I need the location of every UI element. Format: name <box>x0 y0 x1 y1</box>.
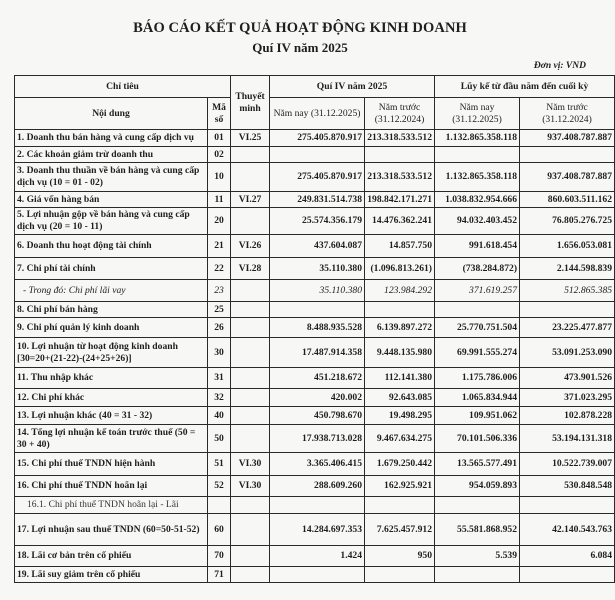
value-q-prior: 9.467.634.275 <box>365 425 435 453</box>
row-label: 12. Chi phí khác <box>15 389 208 407</box>
value-ytd-prior: 512.865.385 <box>520 280 615 302</box>
table-row <box>15 389 615 407</box>
value-ytd-prior: 23.225.477.877 <box>520 318 615 338</box>
row-note <box>231 497 270 514</box>
row-code: 70 <box>208 546 231 567</box>
table-row <box>15 147 615 163</box>
row-note <box>231 280 270 302</box>
value-q-prior: 112.141.380 <box>365 368 435 389</box>
value-ytd-current: 55.581.868.952 <box>435 514 520 546</box>
row-note <box>231 318 270 338</box>
value-q-current <box>270 567 365 583</box>
value-ytd-prior: 937.408.787.887 <box>520 130 615 147</box>
value-ytd-prior: 860.603.511.162 <box>520 192 615 208</box>
row-label: 13. Lợi nhuận khác (40 = 31 - 32) <box>15 407 208 425</box>
row-label: 2. Các khoản giảm trừ doanh thu <box>15 147 208 163</box>
value-ytd-prior: 473.901.526 <box>520 368 615 389</box>
row-note <box>231 147 270 163</box>
value-ytd-prior: 102.878.228 <box>520 407 615 425</box>
value-q-current: 437.604.087 <box>270 235 365 258</box>
value-ytd-current: 1.038.832.954.666 <box>435 192 520 208</box>
row-note: VI.27 <box>231 192 270 208</box>
value-q-current: 35.110.380 <box>270 280 365 302</box>
row-note <box>231 389 270 407</box>
row-label: 9. Chi phí quản lý kinh doanh <box>15 318 208 338</box>
row-code: 52 <box>208 476 231 497</box>
value-ytd-prior: 371.023.295 <box>520 389 615 407</box>
value-ytd-current: 1.132.865.358.118 <box>435 130 520 147</box>
row-code: 30 <box>208 338 231 368</box>
value-ytd-prior: 76.805.276.725 <box>520 208 615 235</box>
value-ytd-current: 371.619.257 <box>435 280 520 302</box>
table-row <box>15 130 615 147</box>
report-period: Quí IV năm 2025 <box>252 40 348 55</box>
row-note <box>231 546 270 567</box>
value-ytd-prior: 6.084 <box>520 546 615 567</box>
value-q-current: 8.488.935.528 <box>270 318 365 338</box>
table-row <box>15 368 615 389</box>
row-label: - Trong đó: Chi phí lãi vay <box>15 280 208 302</box>
value-q-prior: 213.318.533.512 <box>365 130 435 147</box>
row-code: 60 <box>208 514 231 546</box>
row-note: VI.26 <box>231 235 270 258</box>
row-code: 22 <box>208 258 231 280</box>
header-ytd-prior: Năm trước (31.12.2024) <box>520 98 615 130</box>
report-title: BÁO CÁO KẾT QUẢ HOẠT ĐỘNG KINH DOANH <box>133 20 467 36</box>
value-q-prior <box>365 567 435 583</box>
row-note: VI.30 <box>231 453 270 476</box>
row-note: VI.30 <box>231 476 270 497</box>
value-ytd-current: 1.132.865.358.118 <box>435 163 520 192</box>
row-label: 14. Tổng lợi nhuận kế toán trước thuế (50 = 30 + 40) <box>15 425 208 453</box>
row-note <box>231 163 270 192</box>
table-row <box>15 302 615 318</box>
row-note <box>231 514 270 546</box>
table-row <box>15 208 615 235</box>
value-q-current: 35.110.380 <box>270 258 365 280</box>
value-ytd-prior: 530.848.548 <box>520 476 615 497</box>
row-note <box>231 407 270 425</box>
row-code: 25 <box>208 302 231 318</box>
table-row <box>15 318 615 338</box>
value-ytd-current: 1.175.786.006 <box>435 368 520 389</box>
header-ytd-current: Năm nay (31.12.2025) <box>435 98 520 130</box>
row-code: 11 <box>208 192 231 208</box>
row-label: 15. Chi phí thuế TNDN hiện hành <box>15 453 208 476</box>
value-q-current <box>270 497 365 514</box>
table-row <box>15 163 615 192</box>
value-ytd-current: 109.951.062 <box>435 407 520 425</box>
row-code: 01 <box>208 130 231 147</box>
value-q-current: 17.938.713.028 <box>270 425 365 453</box>
row-label: 19. Lãi suy giảm trên cổ phiếu <box>15 567 208 583</box>
value-ytd-prior: 1.656.053.081 <box>520 235 615 258</box>
value-q-prior: 213.318.533.512 <box>365 163 435 192</box>
header-q-prior: Năm trước (31.12.2024) <box>365 98 435 130</box>
value-q-prior: 19.498.295 <box>365 407 435 425</box>
value-q-current <box>270 302 365 318</box>
value-q-prior: 6.139.897.272 <box>365 318 435 338</box>
value-ytd-current: 70.101.506.336 <box>435 425 520 453</box>
row-label: 10. Lợi nhuận từ hoạt động kinh doanh [30=20+(21-22)-(24+25+26)] <box>15 338 208 368</box>
value-q-prior: 7.625.457.912 <box>365 514 435 546</box>
row-code: 31 <box>208 368 231 389</box>
header-noi-dung: Nội dung <box>15 98 208 130</box>
value-ytd-prior <box>520 147 615 163</box>
row-note <box>231 567 270 583</box>
value-ytd-current: 5.539 <box>435 546 520 567</box>
value-ytd-current: 25.770.751.504 <box>435 318 520 338</box>
table-row <box>15 497 615 514</box>
header-ma-so: Mã số <box>208 98 231 130</box>
value-ytd-current <box>435 497 520 514</box>
value-q-current: 249.831.514.738 <box>270 192 365 208</box>
row-label: 1. Doanh thu bán hàng và cung cấp dịch vụ <box>15 130 208 147</box>
value-q-current: 275.405.870.917 <box>270 163 365 192</box>
row-label: 8. Chi phí bán hàng <box>15 302 208 318</box>
value-q-prior: (1.096.813.261) <box>365 258 435 280</box>
value-q-current: 288.609.260 <box>270 476 365 497</box>
header-quarter-group: Quí IV năm 2025 <box>270 76 435 98</box>
value-ytd-current: 991.618.454 <box>435 235 520 258</box>
value-ytd-current: 13.565.577.491 <box>435 453 520 476</box>
value-ytd-prior: 42.140.543.763 <box>520 514 615 546</box>
value-q-prior: 950 <box>365 546 435 567</box>
value-q-current: 17.487.914.358 <box>270 338 365 368</box>
currency-unit: Đơn vị: VND <box>533 61 586 71</box>
value-ytd-prior: 53.194.131.318 <box>520 425 615 453</box>
value-q-current <box>270 147 365 163</box>
header-ytd-group: Lũy kế từ đầu năm đến cuối kỳ <box>435 76 615 98</box>
row-label: 5. Lợi nhuận gộp về bán hàng và cung cấp dịch vụ (20 = 10 - 11) <box>15 208 208 235</box>
value-q-current: 25.574.356.179 <box>270 208 365 235</box>
row-code: 40 <box>208 407 231 425</box>
value-ytd-prior: 937.408.787.887 <box>520 163 615 192</box>
row-label: 16. Chi phí thuế TNDN hoãn lại <box>15 476 208 497</box>
value-q-prior: 198.842.171.271 <box>365 192 435 208</box>
row-code: 10 <box>208 163 231 192</box>
value-ytd-prior: 10.522.739.007 <box>520 453 615 476</box>
row-code: 51 <box>208 453 231 476</box>
value-q-prior: 92.643.085 <box>365 389 435 407</box>
value-q-prior: 123.984.292 <box>365 280 435 302</box>
row-code: 02 <box>208 147 231 163</box>
value-q-prior: 14.857.750 <box>365 235 435 258</box>
row-note <box>231 338 270 368</box>
value-ytd-prior: 53.091.253.090 <box>520 338 615 368</box>
value-q-prior: 9.448.135.980 <box>365 338 435 368</box>
value-q-prior <box>365 147 435 163</box>
table-row <box>15 407 615 425</box>
table-row <box>15 453 615 476</box>
row-label: 17. Lợi nhuận sau thuế TNDN (60=50-51-52) <box>15 514 208 546</box>
value-ytd-current <box>435 302 520 318</box>
row-code <box>208 497 231 514</box>
income-statement-table <box>14 75 615 583</box>
table-row <box>15 192 615 208</box>
table-row <box>15 514 615 546</box>
row-label: 4. Giá vốn hàng bán <box>15 192 208 208</box>
value-ytd-current: 94.032.403.452 <box>435 208 520 235</box>
value-ytd-current <box>435 567 520 583</box>
table-row <box>15 235 615 258</box>
row-code: 50 <box>208 425 231 453</box>
table-row <box>15 258 615 280</box>
row-code: 26 <box>208 318 231 338</box>
table-row <box>15 546 615 567</box>
row-note: VI.28 <box>231 258 270 280</box>
value-q-current: 14.284.697.353 <box>270 514 365 546</box>
table-row <box>15 567 615 583</box>
header-q-current: Năm nay (31.12.2025) <box>270 98 365 130</box>
header-chi-tieu: Chỉ tiêu <box>15 76 231 98</box>
value-ytd-current: 1.065.834.944 <box>435 389 520 407</box>
value-q-prior <box>365 302 435 318</box>
value-q-prior: 1.679.250.442 <box>365 453 435 476</box>
row-code: 20 <box>208 208 231 235</box>
value-q-current: 420.002 <box>270 389 365 407</box>
value-ytd-prior <box>520 302 615 318</box>
table-row <box>15 280 615 302</box>
table-row <box>15 338 615 368</box>
row-label: 6. Doanh thu hoạt động tài chính <box>15 235 208 258</box>
table-body <box>15 130 615 583</box>
value-q-current: 3.365.406.415 <box>270 453 365 476</box>
row-note <box>231 425 270 453</box>
value-q-current: 1.424 <box>270 546 365 567</box>
header-thuyet-minh: Thuyết minh <box>231 76 270 130</box>
value-ytd-prior: 2.144.598.839 <box>520 258 615 280</box>
row-code: 32 <box>208 389 231 407</box>
row-note <box>231 302 270 318</box>
row-note <box>231 208 270 235</box>
value-ytd-current: 69.991.555.274 <box>435 338 520 368</box>
row-note <box>231 368 270 389</box>
row-code: 71 <box>208 567 231 583</box>
value-q-prior: 162.925.921 <box>365 476 435 497</box>
row-note: VI.25 <box>231 130 270 147</box>
value-q-prior: 14.476.362.241 <box>365 208 435 235</box>
table-row <box>15 476 615 497</box>
row-code: 23 <box>208 280 231 302</box>
table-row <box>15 425 615 453</box>
value-ytd-current: (738.284.872) <box>435 258 520 280</box>
value-q-current: 275.405.870.917 <box>270 130 365 147</box>
row-label: 3. Doanh thu thuần về bán hàng và cung cấp dịch vụ (10 = 01 - 02) <box>15 163 208 192</box>
row-label: 16.1. Chi phí thuế TNDN hoãn lại - Lãi <box>15 497 208 514</box>
value-ytd-prior <box>520 497 615 514</box>
value-q-current: 451.218.672 <box>270 368 365 389</box>
value-q-prior <box>365 497 435 514</box>
row-code: 21 <box>208 235 231 258</box>
value-ytd-current <box>435 147 520 163</box>
row-label: 11. Thu nhập khác <box>15 368 208 389</box>
value-q-current: 450.798.670 <box>270 407 365 425</box>
value-ytd-current: 954.059.893 <box>435 476 520 497</box>
row-label: 18. Lãi cơ bản trên cổ phiếu <box>15 546 208 567</box>
value-ytd-prior <box>520 567 615 583</box>
row-label: 7. Chi phí tài chính <box>15 258 208 280</box>
